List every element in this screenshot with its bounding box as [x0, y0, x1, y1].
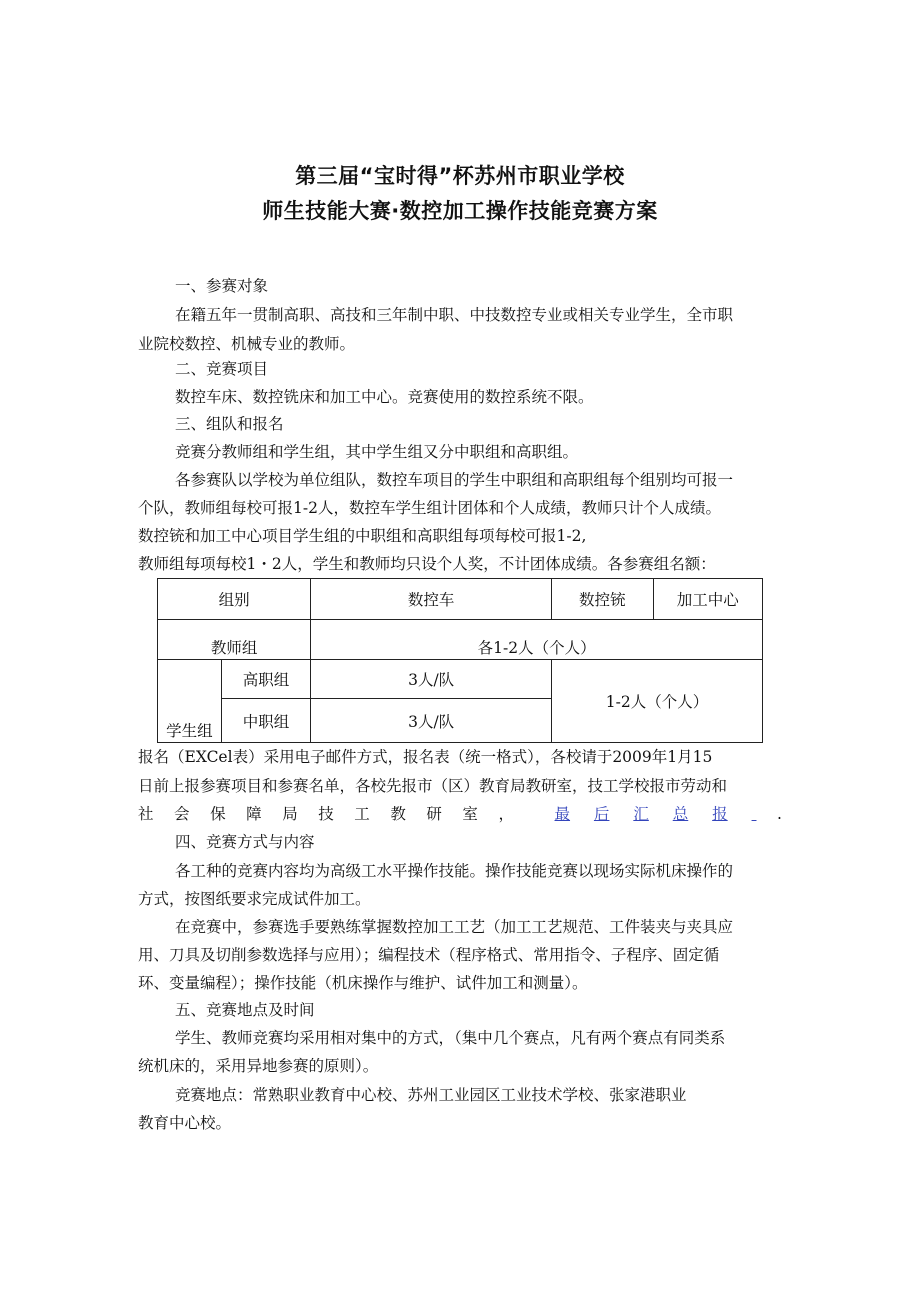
reg-char: ， [498, 805, 514, 823]
reg-char: 教 [390, 805, 406, 823]
header-group: 组别 [158, 579, 311, 620]
section4-paragraph1-line1: 各工种的竞赛内容均为高级工水平操作技能。操作技能竞赛以现场实际机床操作的 [175, 862, 734, 880]
section3-paragraph2-line4: 教师组每项每校1・2人，学生和教师均只设个人奖，不计团体成绩。各参赛组名额： [138, 555, 716, 573]
reg-char: 局 [282, 805, 298, 823]
zhongzhi-group-label: 中职组 [221, 699, 311, 743]
reg-char: 技 [318, 805, 334, 823]
zhongzhi-lathe-value: 3人/队 [311, 699, 552, 743]
section1-paragraph-line1: 在籍五年一贯制高职、高技和三年制中职、中技数控专业或相关专业学生，全市职 [175, 306, 734, 324]
teacher-group-label: 教师组 [158, 620, 311, 660]
reg-char: 室 [462, 805, 478, 823]
reg-char: 社 [138, 805, 154, 823]
header-mill: 数控铳 [552, 579, 654, 620]
section4-paragraph2-line1: 在竞赛中，参赛选手要熟练掌握数控加工工艺（加工工艺规范、工件装夹与夹具应 [175, 918, 734, 936]
section4-heading: 四、竞赛方式与内容 [175, 833, 315, 851]
document-title-line2: 师生技能大赛·数控加工操作技能竞赛方案 [262, 199, 658, 223]
section4-paragraph2-line2: 用、刀具及切削参数选择与应用）；编程技术（程序格式、常用指令、子程序、固定循 [138, 946, 720, 964]
link-char: 报 [712, 805, 728, 823]
student-mill-value: 1-2人（个人） [552, 660, 763, 743]
link-char: 最 [554, 805, 571, 823]
header-machining-center: 加工中心 [653, 579, 763, 620]
registration-line1: 报名（EXCel表）采用电子邮件方式，报名表（统一格式），各校请于2009年1月15 [138, 748, 713, 766]
section2-heading: 二、竞赛项目 [175, 360, 269, 378]
reg-char: 研 [426, 805, 442, 823]
registration-line2: 日前上报参赛项目和参赛名单，各校先报市（区）教育局教研室，技工学校报市劳动和 [138, 777, 728, 795]
reg-char: 会 [174, 805, 190, 823]
link-char [752, 804, 757, 824]
teacher-group-value: 各1-2人（个人） [311, 620, 763, 660]
reg-char: 工 [354, 805, 370, 823]
student-group-label: 学生组 [158, 660, 222, 743]
section2-paragraph: 数控车床、数控铣床和加工中心。竞赛使用的数控系统不限。 [175, 388, 594, 406]
section4-paragraph2-line3: 环、变量编程）；操作技能（机床操作与维护、试件加工和测量）。 [138, 974, 588, 992]
header-lathe: 数控车 [311, 579, 552, 620]
section3-paragraph2-line1: 各参赛队以学校为单位组队，数控车项目的学生中职组和高职组每个组别均可报一 [175, 471, 734, 489]
quota-table [157, 578, 763, 743]
section3-heading: 三、组队和报名 [175, 415, 284, 433]
link-char: 汇 [633, 805, 649, 823]
link-char: 后 [593, 805, 610, 823]
section1-heading: 一、参赛对象 [175, 277, 269, 295]
section1-paragraph-line2: 业院校数控、机械专业的教师。 [138, 335, 356, 353]
reg-char: 障 [246, 805, 262, 823]
document-title-line1: 第三届“宝时得”杯苏州市职业学校 [295, 164, 625, 188]
section5-paragraph1-line1: 学生、教师竞赛均采用相对集中的方式，（集中几个赛点，凡有两个赛点有同类系 [175, 1029, 726, 1047]
final-report-link[interactable] [555, 804, 757, 824]
section3-paragraph1: 竞赛分教师组和学生组，其中学生组又分中职组和高职组。 [175, 443, 579, 461]
section3-paragraph2-line2: 个队，教师组每校可报1-2人，数控车学生组计团体和个人成绩，教师只计个人成绩。 [138, 499, 721, 517]
section5-heading: 五、竞赛地点及时间 [175, 1001, 315, 1019]
table-row [158, 620, 763, 660]
registration-line3 [138, 804, 782, 824]
gaozhi-group-label: 高职组 [221, 660, 311, 699]
gaozhi-lathe-value: 3人/队 [311, 660, 552, 699]
reg-end-period: . [777, 805, 782, 823]
table-row [158, 579, 763, 620]
section5-paragraph1-line2: 统机床的，采用异地参赛的原则）。 [138, 1057, 379, 1075]
section3-paragraph2-line3: 数控铳和加工中心项目学生组的中职组和高职组每项每校可报1-2, [138, 527, 587, 545]
link-char: 总 [672, 805, 689, 823]
table-row [158, 660, 763, 699]
section5-paragraph2-line2: 教育中心校。 [138, 1114, 232, 1132]
section5-paragraph2-line1: 竞赛地点：常熟职业教育中心校、苏州工业园区工业技术学校、张家港职业 [175, 1086, 687, 1104]
section4-paragraph1-line2: 方式，按图纸要求完成试件加工。 [138, 890, 371, 908]
reg-char: 保 [210, 805, 226, 823]
